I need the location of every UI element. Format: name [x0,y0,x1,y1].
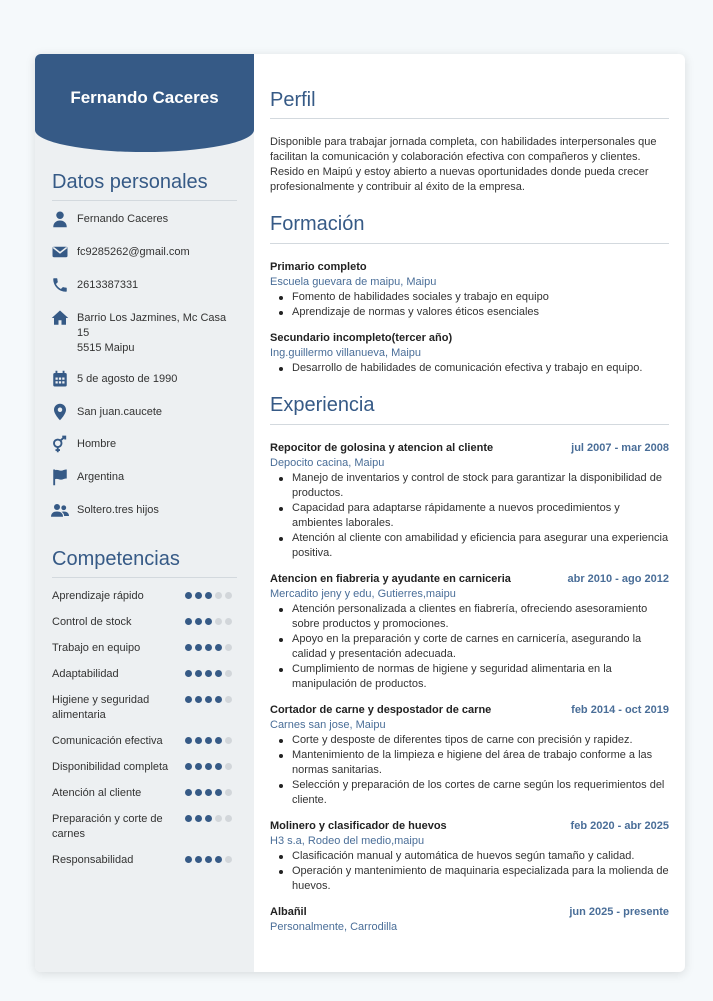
name-header [35,54,254,152]
skill-rating [185,696,232,703]
calendar-icon [51,370,69,388]
personal-item-phone [51,278,227,294]
entry-company: Personalmente, Carrodilla [270,921,398,933]
profile-text: Disponible para trabajar jornada completa, con habilidades interpersonales que facilitan la comunicación y colaboración efectiva con compañeros y clientes. Resido en Maipú y estoy abierto a nuevas oportunidades donde pueda crecer profesionalmente y contribuir al éxito de la empresa. [270,136,657,193]
experience-entry [270,703,669,808]
sidebar [35,54,254,972]
entry-company: Mercadito jeny y edu, Gutierres,maipu [270,588,456,600]
rating-dot [185,644,192,651]
personal-item-location [51,405,227,421]
skill-label: Preparación y corte de carnes [52,813,163,840]
rating-dot [195,618,202,625]
bullet-list [270,849,669,894]
entry-date: jun 2025 - presente [569,906,669,918]
bullet-item: Capacidad para adaptarse rápidamente a nuevos procedimientos y ambientes laborales. [292,501,669,531]
skill-rating [185,856,232,863]
rating-dot [205,737,212,744]
entry-title: Molinero y clasificador de huevos [270,820,447,832]
rating-dot [225,592,232,599]
rating-dot [225,763,232,770]
divider [52,200,237,201]
personal-item-text: Hombre [77,438,117,450]
personal-item-text: San juan.caucete [77,406,163,418]
rating-dot [185,670,192,677]
entry-company: H3 s.a, Rodeo del medio,maipu [270,835,425,847]
bullet-item: Desarrollo de habilidades de comunicación efectiva y trabajo en equipo. [292,361,669,376]
experience-title: Experiencia [270,394,375,416]
entry-title: Atencion en fiabreria y ayudante en carniceria [270,573,511,585]
personal-item-address [51,311,227,356]
entry-date: feb 2014 - oct 2019 [571,704,669,716]
rating-dot [215,592,222,599]
rating-dot [195,763,202,770]
rating-dot [205,763,212,770]
skill-label: Atención al cliente [52,787,142,799]
rating-dot [185,763,192,770]
entry-institution: Ing.guillermo villanueva, Maipu [270,347,422,359]
address-line: 5515 Maipu [77,342,135,354]
personal-item-text: 2613387331 [77,279,139,291]
rating-dot [225,856,232,863]
flag-icon [51,468,69,486]
rating-dot [205,815,212,822]
rating-dot [225,789,232,796]
education-entry [270,331,669,376]
skill-label: Disponibilidad completa [52,761,169,773]
bullet-item: Corte y desposte de diferentes tipos de carne con precisión y rapidez. [292,733,669,748]
rating-dot [205,592,212,599]
skill-rating [185,737,232,744]
rating-dot [225,644,232,651]
bullet-list [270,471,669,561]
divider [270,424,669,425]
gender-icon [51,435,69,453]
rating-dot [205,696,212,703]
bullet-list [270,290,669,320]
rating-dot [195,592,202,599]
bullet-list [270,602,669,692]
skill-rating [185,618,232,625]
personal-item-gender [51,437,227,453]
personal-item-text: Fernando Caceres [77,213,169,225]
education-title: Formación [270,213,365,235]
person-icon [51,210,69,228]
rating-dot [215,815,222,822]
personal-item-text: 5 de agosto de 1990 [77,373,178,385]
bullet-item: Selección y preparación de los cortes de carne según los requerimientos del cliente. [292,778,669,808]
rating-dot [215,696,222,703]
personal-item-email [51,245,227,261]
skill-rating [185,763,232,770]
rating-dot [185,618,192,625]
personal-item-text: Soltero.tres hijos [77,504,159,516]
entry-company: Carnes san jose, Maipu [270,719,386,731]
entry-title: Primario completo [270,261,367,273]
personal-data-title: Datos personales [52,171,208,193]
skill-rating [185,592,232,599]
rating-dot [185,789,192,796]
rating-dot [185,856,192,863]
bullet-item: Atención personalizada a clientes en fiabrería, ofreciendo asesoramiento sobre productos y promociones. [292,602,669,632]
experience-entry [270,905,669,935]
profile-title: Perfil [270,89,316,111]
rating-dot [195,670,202,677]
experience-entry [270,819,669,894]
skill-label: Higiene y seguridad alimentaria [52,694,150,721]
address-line: Barrio Los Jazmines, Mc Casa 15 [77,312,227,339]
envelope-icon [51,243,69,261]
users-icon [51,501,69,519]
rating-dot [225,618,232,625]
skill-label: Adaptabilidad [52,668,119,680]
rating-dot [225,815,232,822]
entry-title: Secundario incompleto(tercer año) [270,332,453,344]
personal-item-birthdate [51,372,227,388]
divider [270,118,669,119]
personal-item-nationality [51,470,227,486]
rating-dot [215,789,222,796]
entry-company: Depocito cacina, Maipu [270,457,385,469]
bullet-item: Aprendizaje de normas y valores éticos esenciales [292,305,669,320]
rating-dot [215,856,222,863]
personal-item-text: Argentina [77,471,125,483]
skill-label: Control de stock [52,616,132,628]
personal-item-name [51,212,227,228]
bullet-list [270,733,669,808]
rating-dot [215,670,222,677]
rating-dot [215,618,222,625]
entry-title: Albañil [270,906,307,918]
rating-dot [195,815,202,822]
entry-date: jul 2007 - mar 2008 [571,442,669,454]
location-pin-icon [51,403,69,421]
skills-title: Competencias [52,548,180,570]
rating-dot [205,644,212,651]
bullet-list [270,361,669,376]
personal-item-marital [51,503,227,519]
rating-dot [225,696,232,703]
bullet-item: Clasificación manual y automática de huevos según tamaño y calidad. [292,849,669,864]
entry-institution: Escuela guevara de maipu, Maipu [270,276,437,288]
personal-item-text: fc9285262@gmail.com [77,246,190,258]
rating-dot [225,670,232,677]
entry-title: Cortador de carne y despostador de carne [270,704,492,716]
rating-dot [225,737,232,744]
entry-date: feb 2020 - abr 2025 [570,820,669,832]
bullet-item: Fomento de habilidades sociales y trabajo en equipo [292,290,669,305]
rating-dot [215,763,222,770]
phone-icon [51,276,69,294]
rating-dot [205,618,212,625]
rating-dot [205,670,212,677]
personal-item-address-text [77,311,227,356]
experience-entry [270,572,669,692]
skill-label: Responsabilidad [52,854,134,866]
rating-dot [185,737,192,744]
education-entry [270,260,669,320]
rating-dot [185,815,192,822]
experience-entry [270,441,669,561]
bullet-item: Atención al cliente con amabilidad y eficiencia para asegurar una experiencia positiva. [292,532,669,559]
skill-label: Trabajo en equipo [52,642,141,654]
skill-rating [185,644,232,651]
rating-dot [185,696,192,703]
rating-dot [195,696,202,703]
main-content [270,54,669,972]
skill-label: Aprendizaje rápido [52,590,144,602]
skill-rating [185,815,232,822]
rating-dot [215,737,222,744]
rating-dot [195,789,202,796]
rating-dot [205,856,212,863]
divider [52,577,237,578]
rating-dot [195,644,202,651]
skill-rating [185,670,232,677]
home-icon [51,309,69,327]
entry-date: abr 2010 - ago 2012 [567,573,669,585]
rating-dot [205,789,212,796]
entry-title: Repocitor de golosina y atencion al cliente [270,442,494,454]
bullet-item: Manejo de inventarios y control de stock para garantizar la disponibilidad de productos. [292,471,669,501]
rating-dot [195,737,202,744]
divider [270,243,669,244]
rating-dot [185,592,192,599]
resume-card [35,54,685,972]
bullet-item: Mantenimiento de la limpieza e higiene del área de trabajo conforme a las normas sanitarias. [292,748,669,778]
skill-rating [185,789,232,796]
bullet-item: Operación y mantenimiento de maquinaria especializada para la molienda de huevos. [292,865,669,892]
skill-label: Comunicación efectiva [52,735,163,747]
rating-dot [195,856,202,863]
bullet-item: Cumplimiento de normas de higiene y seguridad alimentaria en la manipulación de productos. [292,662,669,692]
rating-dot [215,644,222,651]
bullet-item: Apoyo en la preparación y corte de carnes en carnicería, asegurando la calidad y presentación adecuada. [292,632,669,662]
person-name: Fernando Caceres [70,88,219,107]
